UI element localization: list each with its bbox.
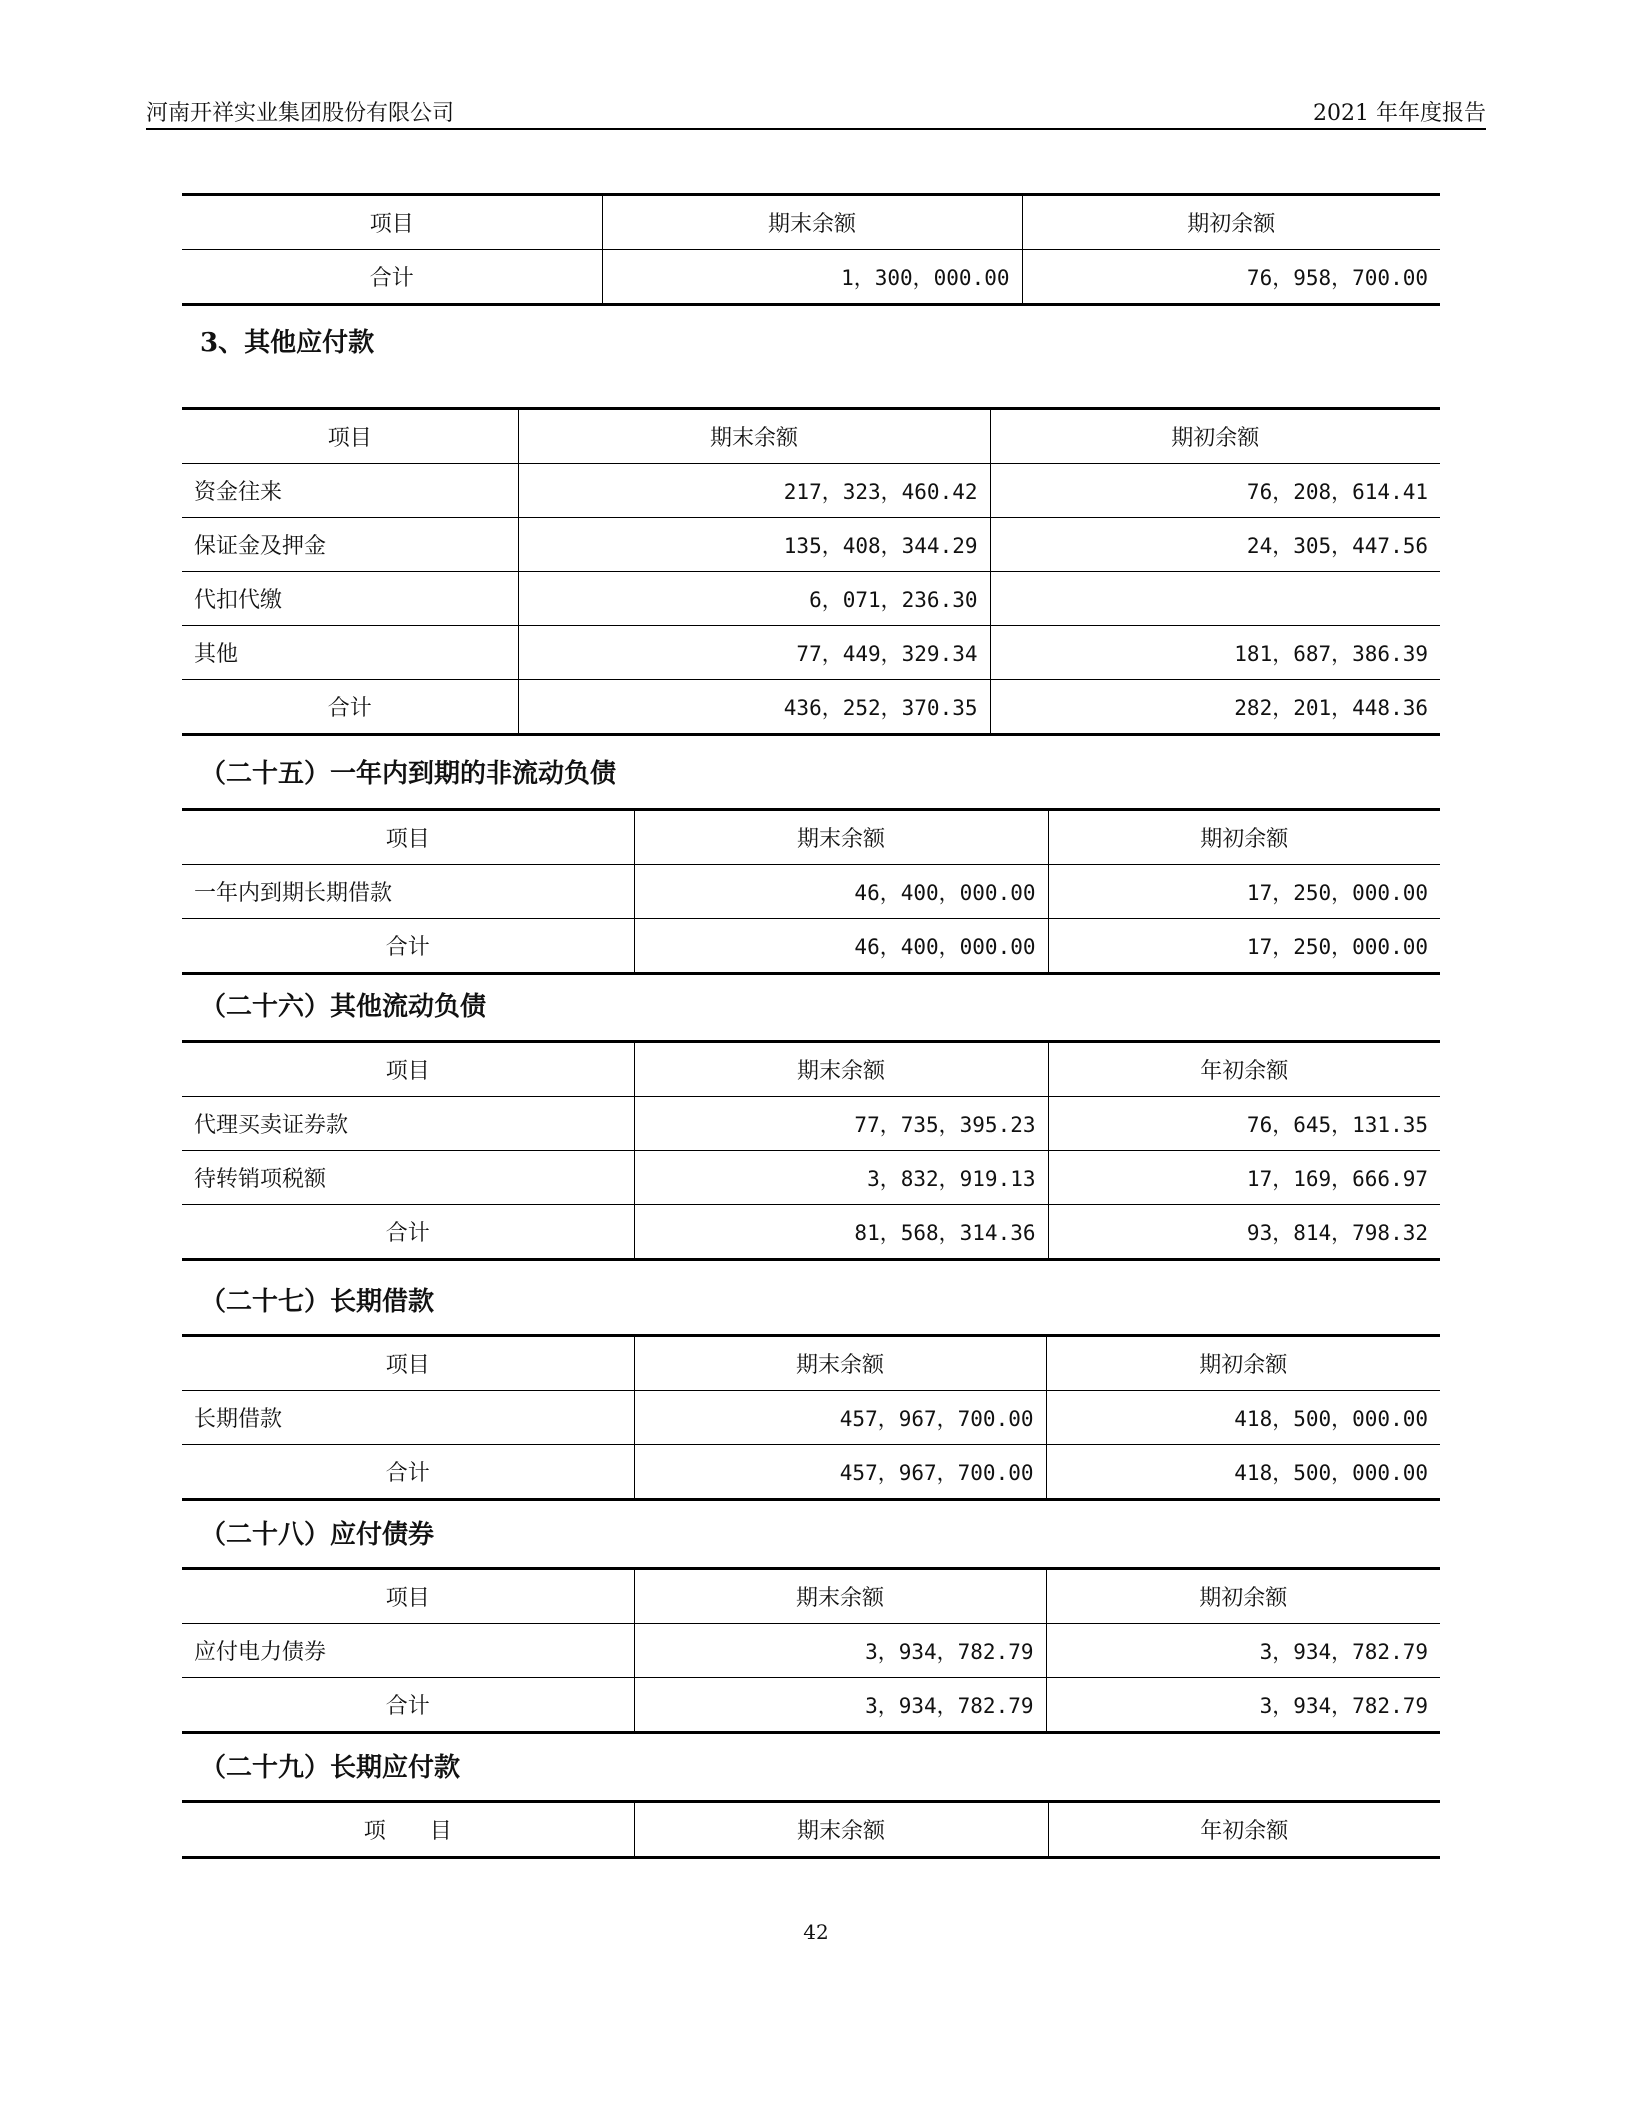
cell-begin-balance [990, 572, 1440, 626]
cell-end-balance: 77，449，329.34 [518, 626, 990, 680]
row-label: 其他 [182, 626, 518, 680]
col-header-begin-balance: 期初余额 [1048, 810, 1440, 865]
col-header-item: 项目 [182, 810, 634, 865]
cell-begin-balance: 24，305，447.56 [990, 518, 1440, 572]
cell-begin-balance: 17，250，000.00 [1048, 919, 1440, 974]
cell-begin-balance: 76，208，614.41 [990, 464, 1440, 518]
cell-end-balance: 3，934，782.79 [634, 1678, 1046, 1733]
cell-begin-balance: 418，500，000.00 [1046, 1445, 1440, 1500]
table-row [182, 518, 1440, 572]
col-header-begin-balance: 期初余额 [1022, 195, 1440, 250]
table-row [182, 1445, 1440, 1500]
col-header-year-begin-balance: 年初余额 [1048, 1802, 1440, 1858]
page-number: 42 [803, 1920, 829, 1944]
col-header-end-balance: 期末余额 [634, 1569, 1046, 1624]
col-header-item: 项目 [182, 195, 602, 250]
other-current-liabilities-table [182, 1040, 1440, 1261]
col-header-year-begin-balance: 年初余额 [1048, 1042, 1440, 1097]
col-header-begin-balance: 期初余额 [1046, 1336, 1440, 1391]
section-heading-other-payables: 3、其他应付款 [200, 328, 375, 358]
cell-begin-balance: 282，201，448.36 [990, 680, 1440, 735]
cell-end-balance: 3，832，919.13 [634, 1151, 1048, 1205]
table-row [182, 464, 1440, 518]
col-header-item: 项目 [182, 409, 518, 464]
cell-begin-balance: 418，500，000.00 [1046, 1391, 1440, 1445]
row-label: 保证金及押金 [182, 518, 518, 572]
section-heading-long-term-payables: （二十九）长期应付款 [200, 1753, 461, 1783]
report-title: 2021 年年度报告 [1313, 101, 1486, 126]
prior-table-total [182, 193, 1440, 306]
col-header-end-balance: 期末余额 [602, 195, 1022, 250]
cell-begin-balance: 3，934，782.79 [1046, 1624, 1440, 1678]
current-portion-noncurrent-table [182, 808, 1440, 975]
table-header-row [182, 1569, 1440, 1624]
row-label: 待转销项税额 [182, 1151, 634, 1205]
row-label: 合计 [182, 680, 518, 735]
table-row [182, 1205, 1440, 1260]
col-header-end-balance: 期末余额 [634, 1336, 1046, 1391]
table-row [182, 865, 1440, 919]
cell-end-balance: 6，071，236.30 [518, 572, 990, 626]
bonds-payable-table [182, 1567, 1440, 1734]
row-label: 合计 [182, 250, 602, 305]
row-label: 代理买卖证券款 [182, 1097, 634, 1151]
cell-begin-balance: 181，687，386.39 [990, 626, 1440, 680]
row-label: 合计 [182, 1678, 634, 1733]
table-row [182, 1624, 1440, 1678]
cell-end-balance: 77，735，395.23 [634, 1097, 1048, 1151]
col-header-item: 项目 [182, 1336, 634, 1391]
cell-begin-balance: 76，645，131.35 [1048, 1097, 1440, 1151]
row-label: 合计 [182, 1445, 634, 1500]
table-row [182, 919, 1440, 974]
cell-end-balance: 3，934，782.79 [634, 1624, 1046, 1678]
table-row [182, 250, 1440, 305]
table-row [182, 1151, 1440, 1205]
row-label: 资金往来 [182, 464, 518, 518]
col-header-item: 项目 [182, 1042, 634, 1097]
table-header-row [182, 195, 1440, 250]
cell-end-balance: 217，323，460.42 [518, 464, 990, 518]
row-label: 合计 [182, 919, 634, 974]
col-header-begin-balance: 期初余额 [1046, 1569, 1440, 1624]
table-header-row [182, 1802, 1440, 1858]
section-heading-bonds-payable: （二十八）应付债券 [200, 1520, 435, 1550]
long-term-loans-table [182, 1334, 1440, 1501]
cell-begin-balance: 76，958，700.00 [1022, 250, 1440, 305]
table-header-row [182, 1042, 1440, 1097]
row-label: 应付电力债券 [182, 1624, 634, 1678]
col-header-item: 项目 [182, 1569, 634, 1624]
table-header-row [182, 810, 1440, 865]
cell-end-balance: 46，400，000.00 [634, 919, 1048, 974]
header-divider [146, 128, 1486, 130]
section-heading-current-noncurrent: （二十五）一年内到期的非流动负债 [200, 759, 617, 789]
table-row [182, 680, 1440, 735]
table-row [182, 572, 1440, 626]
section-heading-long-term-loans: （二十七）长期借款 [200, 1287, 435, 1317]
long-term-payables-table [182, 1800, 1440, 1859]
cell-end-balance: 81，568，314.36 [634, 1205, 1048, 1260]
row-label: 长期借款 [182, 1391, 634, 1445]
cell-end-balance: 46，400，000.00 [634, 865, 1048, 919]
table-row [182, 1097, 1440, 1151]
col-header-item: 项 目 [182, 1802, 634, 1858]
table-row [182, 626, 1440, 680]
col-header-end-balance: 期末余额 [634, 1802, 1048, 1858]
col-header-begin-balance: 期初余额 [990, 409, 1440, 464]
table-header-row [182, 1336, 1440, 1391]
cell-end-balance: 457，967，700.00 [634, 1445, 1046, 1500]
table-row [182, 1391, 1440, 1445]
row-label: 代扣代缴 [182, 572, 518, 626]
cell-begin-balance: 3，934，782.79 [1046, 1678, 1440, 1733]
cell-end-balance: 457，967，700.00 [634, 1391, 1046, 1445]
table-header-row [182, 409, 1440, 464]
other-payables-table [182, 407, 1440, 736]
table-row [182, 1678, 1440, 1733]
cell-begin-balance: 17，250，000.00 [1048, 865, 1440, 919]
col-header-end-balance: 期末余额 [518, 409, 990, 464]
row-label: 合计 [182, 1205, 634, 1260]
col-header-end-balance: 期末余额 [634, 810, 1048, 865]
cell-begin-balance: 93，814，798.32 [1048, 1205, 1440, 1260]
cell-end-balance: 436，252，370.35 [518, 680, 990, 735]
cell-end-balance: 1，300，000.00 [602, 250, 1022, 305]
cell-begin-balance: 17，169，666.97 [1048, 1151, 1440, 1205]
company-name: 河南开祥实业集团股份有限公司 [146, 101, 455, 126]
cell-end-balance: 135，408，344.29 [518, 518, 990, 572]
col-header-end-balance: 期末余额 [634, 1042, 1048, 1097]
row-label: 一年内到期长期借款 [182, 865, 634, 919]
section-heading-other-current-liabilities: （二十六）其他流动负债 [200, 992, 487, 1022]
